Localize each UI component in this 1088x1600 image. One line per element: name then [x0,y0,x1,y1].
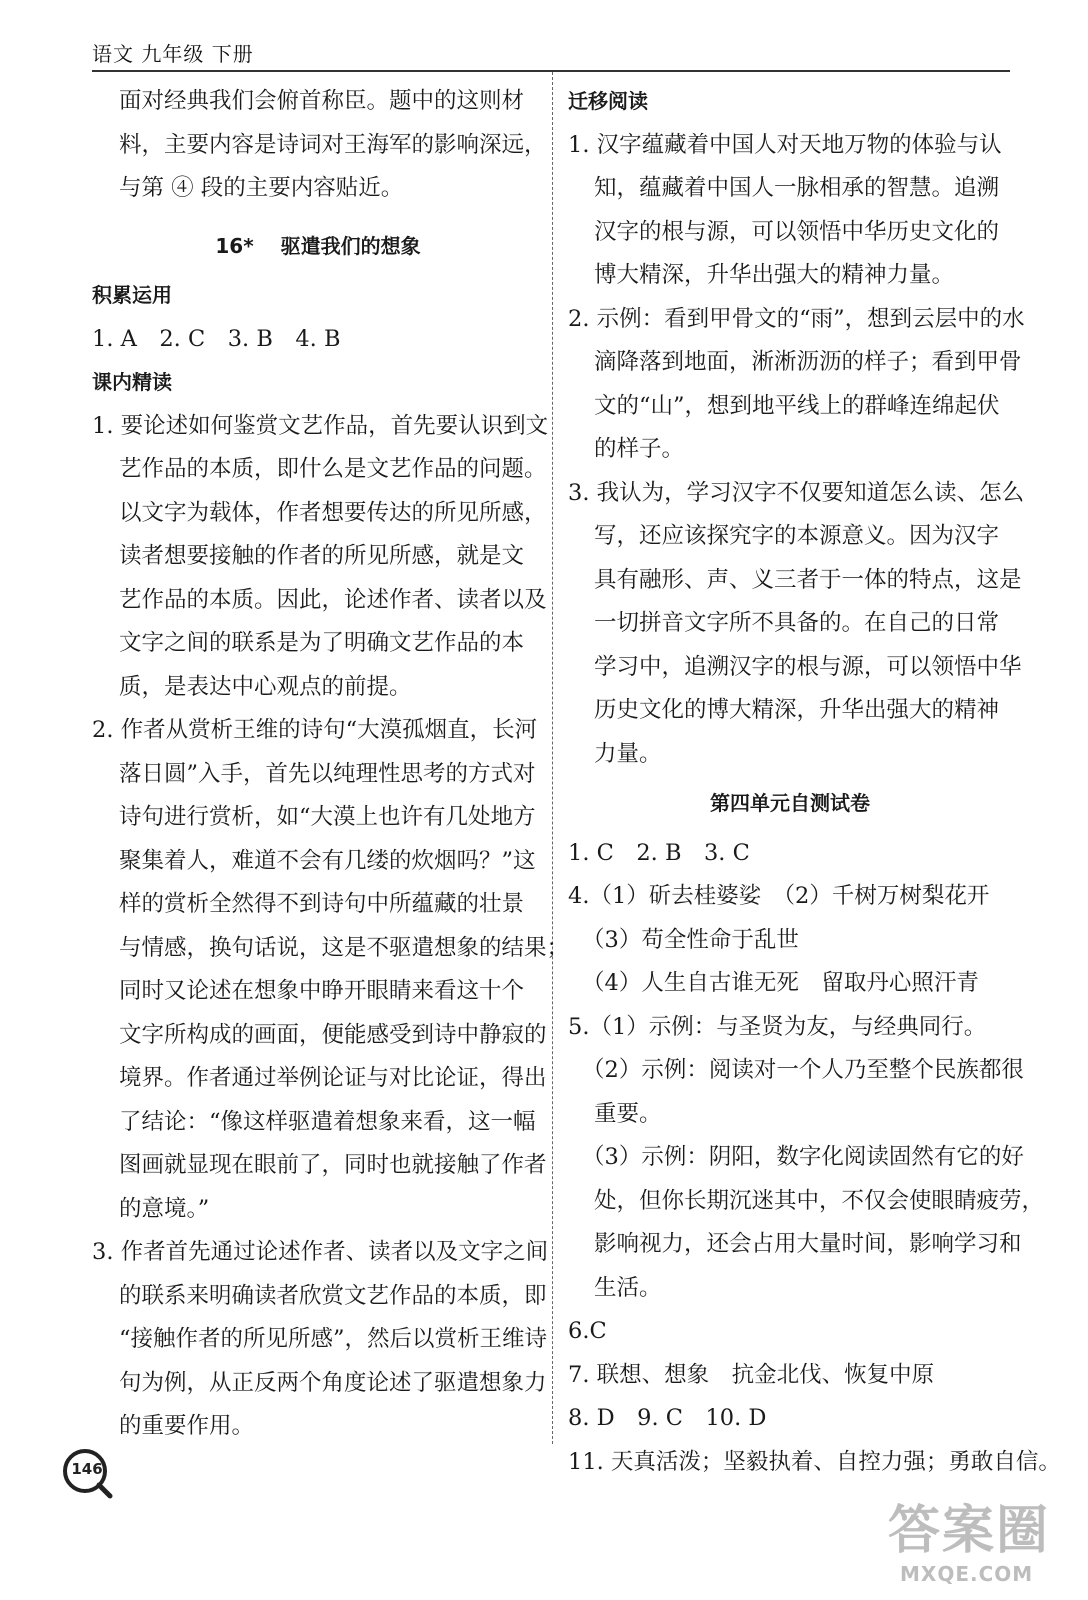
right-column [568,80,1061,1484]
answer-line: 的样子。 [594,436,685,462]
answer-line: 1. 要论述如何鉴赏文艺作品，首先要认识到文 [92,412,549,439]
answer-line: 落日圆”入手，首先以纯理性思考的方式对 [119,760,536,787]
answer-line: 3. 作者首先通过论述作者、读者以及文字之间 [92,1239,549,1265]
answer-line: 处，但你长期沉迷其中，不仅会使眼睛疲劳， [594,1187,1045,1214]
answer-line: 汉字的根与源，可以领悟中华历史文化的 [594,218,1000,245]
answer-line: 文字所构成的画面，便能感受到诗中静寂的 [119,1021,547,1048]
answer-line: 11. 天真活泼；坚毅执着、自控力强；勇敢自信。 [568,1448,1061,1475]
test-title: 第四单元自测试卷 [710,791,870,815]
answer-line: 滴降落到地面，淅淅沥沥的样子；看到甲骨 [594,349,1022,375]
intro-line: 料，主要内容是诗词对王海军的影响深远， [119,131,547,158]
answer-line: （4）人生自古谁无死 留取丹心照汗青 [582,970,979,996]
answer-line: 具有融形、声、义三者于一体的特点，这是 [594,566,1022,593]
answer-line: 文的“山”，想到地平线上的群峰连绵起伏 [594,392,1000,419]
answer-line: 艺作品的本质。因此，论述作者、读者以及 [119,586,547,613]
answer-line: 知，蕴藏着中国人一脉相承的智慧。追溯 [594,175,1000,201]
page-number-badge [60,1446,114,1500]
answer-line: 学习中，追溯汉字的根与源，可以领悟中华 [594,653,1022,680]
header-rule [92,70,1010,72]
answer-line: 7. 联想、想象 抗金北伐、恢复中原 [568,1361,935,1388]
answer-line: “接触作者的所见所感”，然后以赏析王维诗 [119,1326,548,1352]
answer-line: 的重要作用。 [119,1413,255,1439]
answer-line: 1. 汉字蕴藏着中国人对天地万物的体验与认 [568,131,1002,158]
answer-line: 读者想要接触的作者的所见所感，就是文 [119,543,525,569]
answer-line: 写，还应该探究字的本源意义。因为汉字 [594,523,1000,549]
answer-line: 诗句进行赏析，如“大漠上也许有几处地方 [119,804,536,830]
answer-line: 3. 我认为，学习汉字不仅要知道怎么读、怎么 [568,479,1025,506]
answer-line: 图画就显现在眼前了，同时也就接触了作者 [119,1152,547,1178]
answer-line: 文字之间的联系是为了明确文艺作品的本 [119,630,525,656]
answer-line: 艺作品的本质，即什么是文艺作品的问题。 [119,456,547,482]
column-divider [552,72,553,1444]
answer-line: 5.（1）示例：与圣贤为友，与经典同行。 [568,1013,987,1040]
answer-line: 境界。作者通过举例论证与对比论证，得出 [119,1065,547,1091]
answer-line: 聚集着人，难道不会有几缕的炊烟吗？”这 [119,847,536,874]
answer-line: 2. 示例：看到甲骨文的“雨”，想到云层中的水 [568,305,1025,332]
answer-line: 的联系来明确读者欣赏文艺作品的本质，即 [119,1282,547,1309]
answer-line: （3）苟全性命于乱世 [582,926,799,953]
answer-line: （2）示例：阅读对一个人乃至整个民族都很 [582,1057,1024,1083]
lesson-title: 16* 驱遣我们的想象 [215,233,421,258]
left-column [92,80,570,1449]
answer-line: 4.（1）斫去桂婆娑 （2）千树万树梨花开 [568,883,990,909]
answer-line: 的意境。” [119,1195,210,1222]
answer-line: 同时又论述在想象中睁开眼睛来看这十个 [119,978,525,1004]
intro-line: 与第 ④ 段的主要内容贴近。 [119,175,404,201]
section-title: 课内精读 [92,370,172,394]
section-title: 迁移阅读 [568,89,648,113]
answer-line: （3）示例：阴阳，数字化阅读固然有它的好 [582,1144,1024,1170]
answer-line: 博大精深，升华出强大的精神力量。 [594,262,955,288]
answer-line: 6.C [568,1318,607,1344]
answer-line: 以文字为载体，作者想要传达的所见所感， [119,499,547,526]
answer-line: 2. 作者从赏析王维的诗句“大漠孤烟直，长河 [92,717,538,743]
intro-line: 面对经典我们会俯首称臣。题中的这则材 [119,88,525,114]
answer-line: 了结论：“像这样驱遣着想象来看，这一幅 [119,1108,536,1135]
answer-line: 1. A 2. C 3. B 4. B [92,325,341,352]
answer-line: 历史文化的博大精深，升华出强大的精神 [594,697,1000,723]
answer-line: 影响视力，还会占用大量时间，影响学习和 [594,1231,1022,1257]
watermark-url: MXQE.COM [900,1562,1034,1586]
answer-line: 样的赏析全然得不到诗句中所蕴藏的壮景 [119,891,525,917]
page-header: 语文 九年级 下册 [92,42,254,66]
answer-line: 力量。 [594,740,662,767]
answer-line: 句为例，从正反两个角度论述了驱遣想象力 [119,1369,547,1396]
answer-line: 与情感，换句话说，这是不驱遣想象的结果； [119,934,570,961]
answer-line: 生活。 [594,1274,662,1301]
answer-line: 质，是表达中心观点的前提。 [119,673,412,700]
answer-line: 一切拼音文字所不具备的。在自己的日常 [594,610,1000,636]
answer-line: 1. C 2. B 3. C [568,839,750,866]
answer-line: 重要。 [594,1100,662,1127]
section-title: 积累运用 [92,283,172,307]
watermark-text: 答案圈 [888,1501,1051,1561]
answer-line: 8. D 9. C 10. D [568,1405,767,1431]
page-number: 146 [71,1460,103,1478]
watermark [878,1488,1068,1596]
